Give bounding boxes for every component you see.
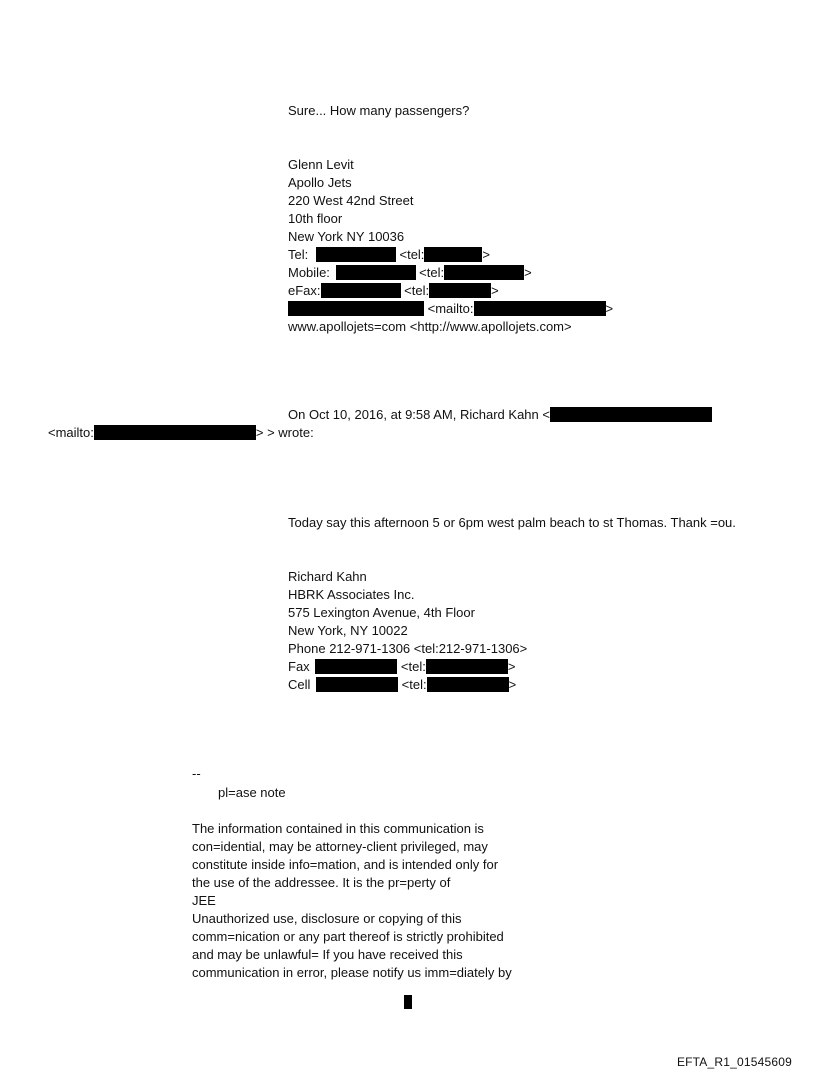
- sender-company: Apollo Jets: [288, 175, 352, 190]
- mailto-prefix: <mailto:: [427, 301, 474, 316]
- close-bracket: >: [491, 283, 499, 298]
- sender-city: New York NY 10036: [288, 229, 405, 244]
- redaction-block: [404, 995, 412, 1009]
- disclaimer-line: the use of the addressee. It is the pr=perty of: [192, 875, 451, 890]
- redaction-block: [429, 283, 491, 298]
- cell-label: Cell: [288, 677, 311, 692]
- tel-line: [288, 246, 490, 264]
- website-link[interactable]: www.apollojets=com <http://www.apollojets.com>: [288, 319, 572, 334]
- redaction-block: [288, 301, 424, 316]
- redaction-block: [94, 425, 256, 440]
- efax-link-prefix: <tel:: [404, 283, 430, 298]
- document-id: EFTA_R1_01545609: [676, 1055, 792, 1069]
- reply-text: Sure... How many passengers?: [288, 103, 470, 118]
- mobile-link-prefix: <tel:: [419, 265, 445, 280]
- mobile-label: Mobile:: [288, 265, 330, 280]
- fax-label: Fax: [288, 659, 310, 674]
- fax-line: [288, 658, 515, 676]
- disclaimer-line: con=idential, may be attorney-client privileged, may: [192, 839, 488, 854]
- sender-street: 575 Lexington Avenue, 4th Floor: [288, 605, 475, 620]
- redaction-block: [426, 659, 508, 674]
- sender-name: Glenn Levit: [288, 157, 354, 172]
- disclaimer-line: constitute inside info=mation, and is intended only for: [192, 857, 499, 872]
- disclaimer-line: The information contained in this communication is: [192, 821, 484, 836]
- disclaimer-note: pl=ase note: [218, 785, 286, 800]
- efax-label: eFax:: [288, 283, 321, 298]
- quote-header-text: On Oct 10, 2016, at 9:58 AM, Richard Kahn <: [288, 407, 550, 422]
- redaction-block: [550, 407, 712, 422]
- mailto-prefix: <mailto:: [48, 425, 94, 440]
- wrote-suffix: > > wrote:: [255, 425, 314, 440]
- close-bracket: >: [482, 247, 491, 262]
- phone-line: Phone 212-971-1306 <tel:212-971-1306>: [288, 641, 528, 656]
- signature-separator: --: [192, 766, 201, 781]
- sender-name: Richard Kahn: [288, 569, 367, 584]
- redaction-block: [321, 283, 401, 298]
- request-text: Today say this afternoon 5 or 6pm west palm beach to st Thomas. Thank =ou.: [288, 515, 736, 530]
- disclaimer-line: JEE: [192, 893, 216, 908]
- quote-header-line1: [288, 406, 712, 424]
- close-bracket: >: [524, 265, 532, 280]
- disclaimer-line: and may be unlawful= If you have received this: [192, 947, 463, 962]
- tel-label: Tel:: [288, 247, 309, 262]
- fax-link-prefix: <tel:: [400, 659, 426, 674]
- sender-street: 220 West 42nd Street: [288, 193, 414, 208]
- redaction-block: [444, 265, 524, 280]
- disclaimer-line: communication in error, please notify us imm=diately by: [192, 965, 512, 980]
- email-line: [288, 300, 613, 318]
- disclaimer-line: comm=nication or any part thereof is strictly prohibited: [192, 929, 504, 944]
- mobile-line: [288, 264, 532, 282]
- redaction-block: [336, 265, 416, 280]
- redaction-block: [474, 301, 606, 316]
- quote-header-line2: [48, 424, 314, 442]
- redaction-block: [315, 659, 397, 674]
- cell-line: [288, 676, 516, 694]
- close-bracket: >: [605, 301, 614, 316]
- tel-link-prefix: <tel:: [399, 247, 425, 262]
- redaction-block: [316, 677, 398, 692]
- close-bracket: >: [508, 677, 517, 692]
- disclaimer-line: Unauthorized use, disclosure or copying of this: [192, 911, 462, 926]
- redaction-block: [424, 247, 482, 262]
- sender-city: New York, NY 10022: [288, 623, 408, 638]
- sender-company: HBRK Associates Inc.: [288, 587, 415, 602]
- redaction-block: [316, 247, 396, 262]
- sender-floor: 10th floor: [288, 211, 343, 226]
- close-bracket: >: [507, 659, 516, 674]
- redaction-block: [427, 677, 509, 692]
- efax-line: [288, 282, 499, 300]
- cell-link-prefix: <tel:: [401, 677, 427, 692]
